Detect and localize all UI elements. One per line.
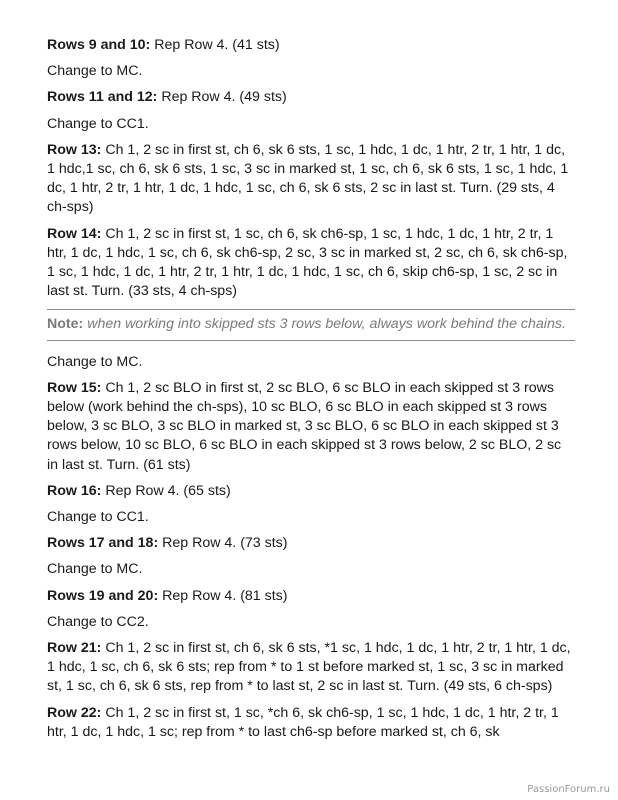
- note-box: [47, 309, 575, 340]
- pattern-page: [47, 36, 575, 749]
- row-14-instruction: [47, 225, 575, 302]
- site-watermark: PassionForum.ru: [527, 784, 610, 795]
- row-text: Rep Row 4. (81 sts): [158, 587, 288, 604]
- row-label: Rows 11 and 12:: [47, 89, 158, 106]
- note-label: Note:: [47, 316, 84, 333]
- row-label: Row 21:: [47, 640, 102, 657]
- row-text: Change to CC2.: [47, 613, 149, 630]
- row-label: Row 16:: [47, 482, 102, 499]
- row-17-18-instruction: [47, 534, 575, 553]
- row-text: Rep Row 4. (65 sts): [101, 482, 231, 499]
- color-change-instruction: [47, 62, 575, 81]
- color-change-instruction: [47, 508, 575, 527]
- row-label: Rows 19 and 20:: [47, 587, 159, 604]
- row-text: Change to MC.: [47, 63, 143, 80]
- row-label: Row 14:: [47, 225, 102, 242]
- row-text: Ch 1, 2 sc in first st, 1 sc, ch 6, sk ch6-sp, 1 sc, 1 hdc, 1 dc, 1 htr, 2 tr, 1 htr, 1 dc, 1 hdc, 1 sc, ch 6, sk ch6-sp, 2 sc, 3 sc in marked st, 2 sc, ch 6, sk ch6-sp, 1 sc, 1 hdc, 1 dc, 1 htr, 2 tr, 1 htr, 1 dc, 1 hdc, 1 sc, ch 6, skip ch6-sp, 1 sc, 2 sc in last st. Turn. (33 sts, 4 ch-sps): [47, 225, 568, 300]
- color-change-instruction: [47, 560, 575, 579]
- row-text: Ch 1, 2 sc in first st, ch 6, sk 6 sts, 1 sc, 1 hdc, 1 dc, 1 htr, 2 tr, 1 htr, 1 dc, 1 hdc,1 sc, ch 6, sk 6 sts, 1 sc, 3 sc in marked st, 1 sc, ch 6, sk 6 sts, 1 sc, 1 hdc, 1 dc, 1 htr, 2 tr, 1 htr, 1 dc, 1 hdc, 1 sc, ch 6, sk 6 sts, 2 sc in last st. Turn. (29 sts, 4 ch-sps): [47, 141, 569, 216]
- row-text: Change to CC1.: [47, 509, 149, 526]
- color-change-instruction: [47, 115, 575, 134]
- row-11-12-instruction: [47, 88, 575, 107]
- row-9-10-instruction: [47, 36, 575, 55]
- row-text: Change to MC.: [47, 353, 143, 370]
- row-19-20-instruction: [47, 587, 575, 606]
- row-label: Row 22:: [47, 704, 102, 721]
- row-text: Ch 1, 2 sc BLO in first st, 2 sc BLO, 6 sc BLO in each skipped st 3 rows below (work behind the ch-sps), 10 sc BLO, 6 sc BLO in each skipped st 3 rows below, 3 sc BLO, 3 sc BLO in marked st, 3 sc BLO, 6 sc BLO in each skipped st 3 rows below, 10 sc BLO, 6 sc BLO in each skipped st 3 rows below, 2 sc BLO, 2 sc in last st. Turn. (61 sts): [47, 379, 562, 473]
- note-text: when working into skipped sts 3 rows below, always work behind the chains.: [83, 316, 566, 333]
- row-text: Change to CC1.: [47, 115, 149, 132]
- row-label: Rows 17 and 18:: [47, 535, 159, 552]
- row-15-instruction: [47, 379, 575, 475]
- row-16-instruction: [47, 482, 575, 501]
- row-text: Rep Row 4. (41 sts): [150, 37, 280, 53]
- color-change-instruction: [47, 353, 575, 372]
- row-label: Row 15:: [47, 379, 102, 396]
- row-text: Ch 1, 2 sc in first st, 1 sc, *ch 6, sk ch6-sp, 1 sc, 1 hdc, 1 dc, 1 htr, 2 tr, 1 htr, 1 dc, 1 hdc, 1 sc; rep from * to last ch6-sp before marked st, ch 6, sk: [47, 704, 559, 740]
- row-label: Rows 9 and 10:: [47, 37, 151, 53]
- row-label: Row 13:: [47, 141, 102, 158]
- color-change-instruction: [47, 613, 575, 632]
- row-text: Ch 1, 2 sc in first st, ch 6, sk 6 sts, *1 sc, 1 hdc, 1 dc, 1 htr, 2 tr, 1 htr, 1 dc, 1 hdc, 1 sc, ch 6, sk 6 sts; rep from * to 1 st before marked st, 1 sc, 3 sc in marked st, 1 sc, ch 6, sk 6 sts, rep from * to last st, 2 sc in last st. Turn. (49 sts, 6 ch-sps): [47, 640, 571, 695]
- row-22-instruction: [47, 704, 575, 742]
- row-21-instruction: [47, 639, 575, 697]
- row-text: Rep Row 4. (49 sts): [157, 89, 287, 106]
- row-13-instruction: [47, 141, 575, 218]
- row-text: Rep Row 4. (73 sts): [158, 535, 288, 552]
- row-text: Change to MC.: [47, 561, 143, 578]
